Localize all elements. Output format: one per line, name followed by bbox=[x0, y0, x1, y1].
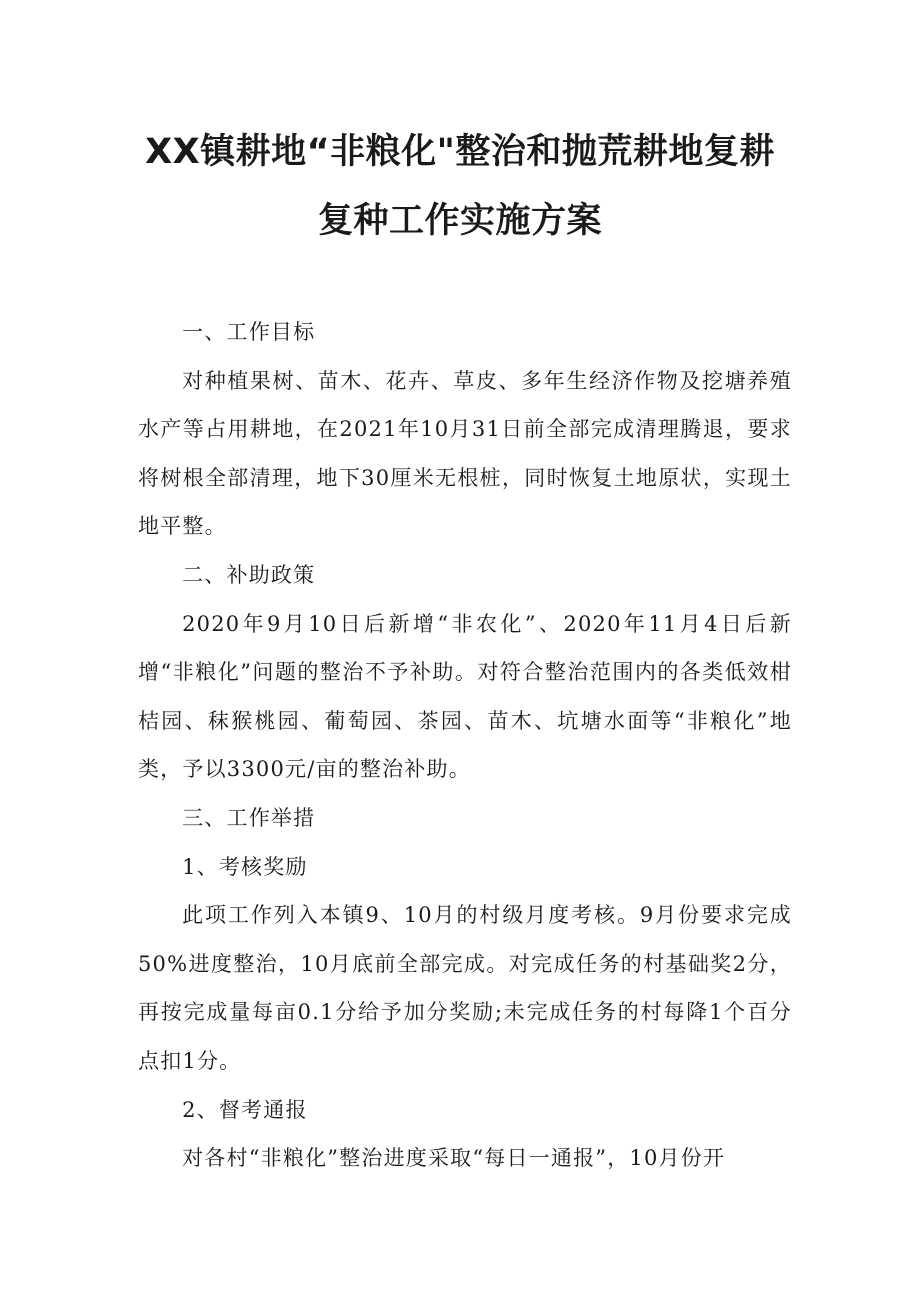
document-title-line-1: XX镇耕地“非粮化"整治和抛荒耕地复耕 bbox=[145, 132, 775, 172]
subsection-heading-supervision: 2、督考通报 bbox=[182, 1097, 308, 1122]
paragraph-assessment: 此项工作列入本镇9、10月的村级月度考核。9月份要求完成50%进度整治，10月底前全部完成。对完成任务的村基础奖2分，再按完成量每亩0.1分给予加分奖励;未完成任务的村每降1个百分点扣1分。 bbox=[138, 903, 792, 1073]
paragraph-goals: 对种植果树、苗木、花卉、草皮、多年生经济作物及挖塘养殖水产等占用耕地，在2021年10月31日前全部完成清理腾退，要求将树根全部清理，地下30厘米无根桩，同时恢复土地原状，实现土地平整。 bbox=[138, 368, 792, 539]
document-body bbox=[138, 308, 792, 1183]
section-heading-goals: 一、工作目标 bbox=[182, 320, 316, 344]
document-title-line-2: 复种工作实施方案 bbox=[317, 201, 602, 241]
section-heading-measures: 三、工作举措 bbox=[182, 805, 316, 830]
subsection-heading-assessment: 1、考核奖励 bbox=[182, 854, 308, 879]
paragraph-supervision: 对各村“非粮化”整治进度采取“每日一通报”，10月份开 bbox=[182, 1146, 726, 1171]
paragraph-subsidy: 2020年9月10日后新增“非农化”、2020年11月4日后新增“非粮化”问题的整治不予补助。对符合整治范围内的各类低效柑桔园、秣猴桃园、葡萄园、茶园、苗木、坑塘水面等“非粮化”地类，予以3300元/亩的整治补助。 bbox=[138, 611, 792, 782]
section-heading-subsidy: 二、补助政策 bbox=[182, 562, 316, 587]
